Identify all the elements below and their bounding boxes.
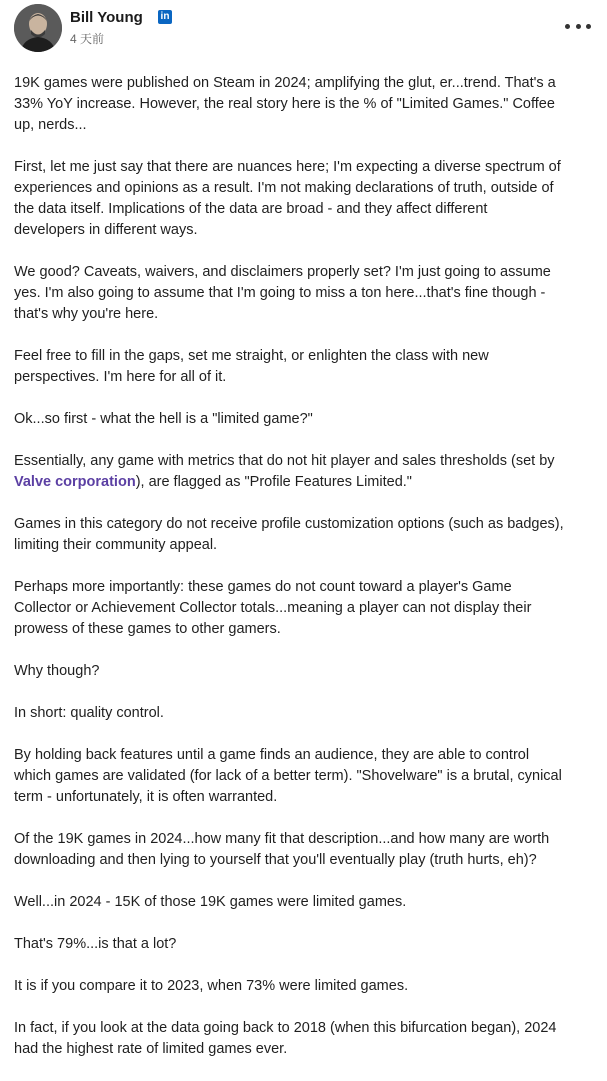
post-paragraph: [14, 346, 594, 388]
paragraph-line: Feel free to fill in the gaps, set me straight, or enlighten the class with new: [14, 348, 489, 364]
paragraph-line: Essentially, any game with metrics that do not hit player and sales thresholds (set by: [14, 453, 555, 469]
paragraph-line: Why though?: [14, 663, 100, 679]
paragraph-line: Ok...so first - what the hell is a "limited game?": [14, 411, 313, 427]
avatar[interactable]: [14, 4, 62, 52]
paragraph-line: Perhaps more importantly: these games do not count toward a player's Game: [14, 579, 512, 595]
paragraph-line: the data itself. Implications of the data are broad - and they affect different: [14, 201, 488, 217]
paragraph-line: Of the 19K games in 2024...how many fit that description...and how many are worth: [14, 831, 550, 847]
post-timestamp: 4 天前: [70, 32, 105, 46]
paragraph-line: 33% YoY increase. However, the real story here is the % of "Limited Games." Coffee: [14, 96, 555, 112]
paragraph-line: Well...in 2024 - 15K of those 19K games were limited games.: [14, 894, 407, 910]
post-paragraph: [14, 262, 594, 325]
paragraph-line: In short: quality control.: [14, 705, 164, 721]
post-paragraph: [14, 409, 594, 430]
post-paragraph: [14, 661, 594, 682]
post-paragraph: [14, 892, 594, 913]
avatar-icon: [14, 4, 62, 52]
post-paragraph: [14, 1018, 594, 1060]
paragraph-line: that's why you're here.: [14, 306, 159, 322]
paragraph-line: which games are validated (for lack of a better term). "Shovelware" is a brutal, cynical: [14, 768, 562, 784]
paragraph-line: It is if you compare it to 2023, when 73% were limited games.: [14, 978, 409, 994]
paragraph-line: perspectives. I'm here for all of it.: [14, 369, 227, 385]
more-options-icon[interactable]: [565, 16, 591, 36]
paragraph-line: First, let me just say that there are nuances here; I'm expecting a diverse spectrum of: [14, 159, 561, 175]
paragraph-line: Games in this category do not receive profile customization options (such as badges),: [14, 516, 564, 532]
post-paragraph: [14, 745, 594, 808]
post-paragraph: [14, 934, 594, 955]
post-paragraph: [14, 829, 594, 871]
author-name[interactable]: Bill Young: [70, 9, 143, 26]
paragraph-line: In fact, if you look at the data going back to 2018 (when this bifurcation began), 2024: [14, 1020, 557, 1036]
post-paragraph: [14, 157, 594, 241]
paragraph-line: limiting their community appeal.: [14, 537, 218, 553]
post-paragraph: [14, 514, 594, 556]
linkedin-badge-icon: in: [158, 10, 172, 24]
post-header: [14, 4, 593, 54]
paragraph-line: experiences and opinions as a result. I'm not making declarations of truth, outside of: [14, 180, 554, 196]
paragraph-line: yes. I'm also going to assume that I'm going to miss a ton here...that's fine though -: [14, 285, 546, 301]
paragraph-line: downloading and then lying to yourself that you'll eventually play (truth hurts, eh)?: [14, 852, 537, 868]
paragraph-line: By holding back features until a game finds an audience, they are able to control: [14, 747, 530, 763]
paragraph-line: developers in different ways.: [14, 222, 198, 238]
paragraph-line: That's 79%...is that a lot?: [14, 936, 177, 952]
post-body: [14, 73, 594, 1081]
post-paragraph: [14, 703, 594, 724]
paragraph-line: Collector or Achievement Collector totals...meaning a player can not display their: [14, 600, 532, 616]
post-paragraph: [14, 577, 594, 640]
paragraph-line: up, nerds...: [14, 117, 87, 133]
paragraph-line: ), are flagged as "Profile Features Limited.": [135, 474, 412, 490]
paragraph-line: term - unfortunately, it is often warranted.: [14, 789, 278, 805]
post-paragraph: [14, 451, 594, 493]
post-paragraph: [14, 976, 594, 997]
paragraph-line: had the highest rate of limited games ever.: [14, 1041, 288, 1057]
paragraph-line: We good? Caveats, waivers, and disclaimers properly set? I'm just going to assume: [14, 264, 551, 280]
mention-link[interactable]: Valve corporation: [14, 474, 136, 490]
post-paragraph: [14, 73, 594, 136]
paragraph-line: 19K games were published on Steam in 2024; amplifying the glut, er...trend. That's a: [14, 75, 556, 91]
paragraph-line: prowess of these games to other gamers.: [14, 621, 281, 637]
